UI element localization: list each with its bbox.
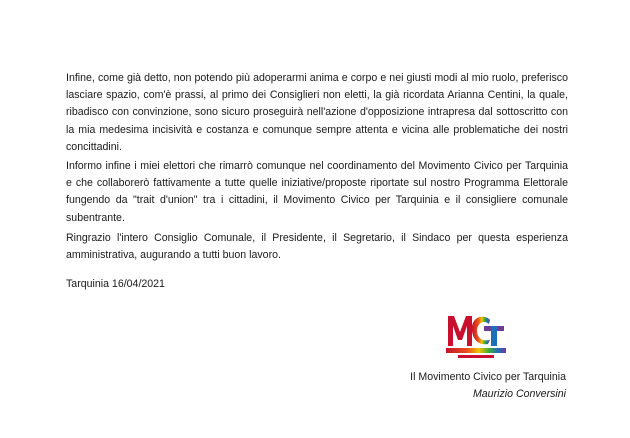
text-line: amministrativa, augurando a tutti buon lavoro.: [66, 249, 281, 262]
signature-organization: Il Movimento Civico per Tarquinia: [410, 371, 566, 383]
paragraph-commitment: [66, 158, 568, 227]
paragraph-resignation: [66, 70, 568, 156]
text-line: lasciare spazio, com'è prassi, al primo dei Consiglieri non eletti, la già ricordata Arianna Centini, la quale,: [66, 89, 568, 102]
text-line: fungendo da "trait d'union" tra i cittadini, il Movimento Civico per Tarquinia e il consigliere comunale: [66, 194, 568, 207]
text-line: e che collaborerò fattivamente a tutte quelle iniziative/proposte riportate sul nostro Programma Elettorale: [66, 177, 568, 190]
paragraph-thanks: [66, 230, 568, 264]
movimento-civico-logo: [444, 310, 508, 362]
text-line: ribadisco con convinzione, sono sicuro proseguirà nell'azione d'opposizione intrapresa dal sottoscritto con: [66, 106, 568, 119]
date-text: Tarquinia 16/04/2021: [66, 278, 165, 290]
logo-graphic: [444, 310, 508, 362]
text-line: Ringrazio l'intero Consiglio Comunale, il Presidente, il Segretario, il Sindaco per questa esperienza: [66, 232, 568, 244]
text-line: la mia medesima incisività e costanza e comunque sempre attenta e vicina alle problematiche dei nostri: [66, 123, 568, 136]
text-line: Informo infine i miei elettori che rimarrò comunque nel coordinamento del Movimento Civico per Tarquinia: [66, 160, 568, 172]
text-line: concittadini.: [66, 140, 122, 153]
letter-date: [66, 276, 568, 293]
text-line: subentrante.: [66, 211, 125, 224]
text-line: Infine, come già detto, non potendo più adoperarmi anima e corpo e nei giusti modi al mio ruolo, preferisco: [66, 72, 568, 84]
signature-name: Maurizio Conversini: [472, 388, 566, 400]
